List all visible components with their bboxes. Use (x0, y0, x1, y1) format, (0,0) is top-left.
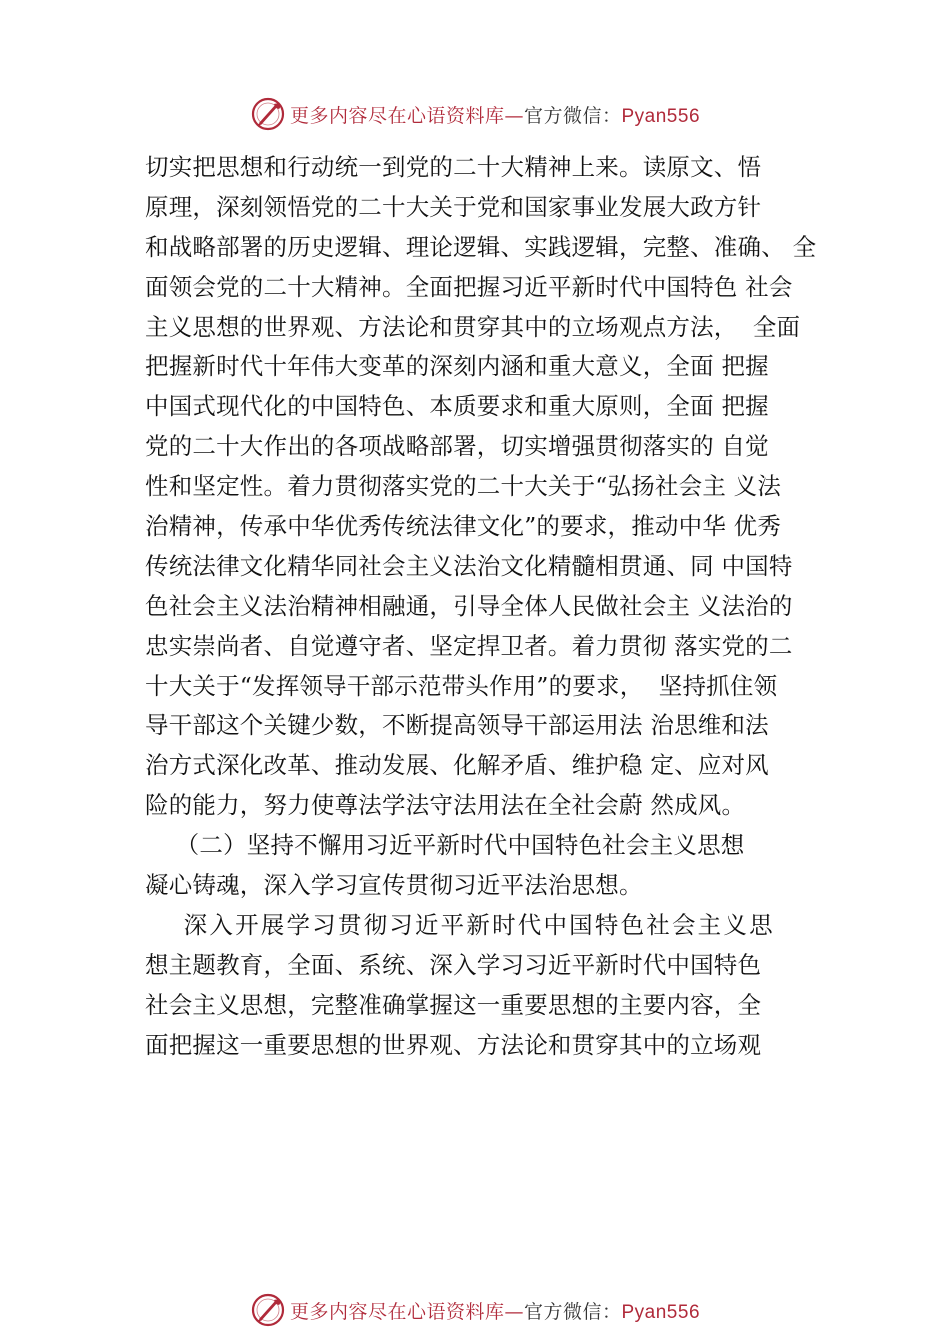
body-line: 治方式深化改革、推动发展、化解矛盾、维护稳 定、应对风 (145, 751, 769, 780)
header-wechat-label: 官方微信： (523, 104, 622, 127)
body-line: 传统法律文化精华同社会主义法治文化精髓相贯通、同 中国特 (145, 551, 793, 580)
body-line: 十大关于“发挥领导干部示范带头作用”的要求， 坚持抓住领 (145, 671, 778, 700)
footer-wechat-id: Pyan556 (621, 1301, 701, 1323)
body-line: 治精神，传承中华优秀传统法律文化”的要求，推动中华 优秀 (145, 512, 782, 541)
body-line: 把握新时代十年伟大变革的深刻内涵和重大意义，全面 把握 (145, 352, 769, 381)
document-body (145, 148, 835, 1065)
body-line: 险的能力，努力使尊法学法守法用法在全社会蔚 然成风。 (145, 791, 746, 820)
body-line: 切实把思想和行动统一到党的二十大精神上来。读原文、悟 (145, 153, 762, 181)
section-heading: 凝心铸魂，深入学习宣传贯彻习近平法治思想。 (145, 871, 643, 900)
body-line: 面把握这一重要思想的世界观、方法论和贯穿其中的立场观 (145, 1030, 762, 1059)
body-line: 导干部这个关键少数，不断提高领导干部运用法 治思维和法 (145, 711, 769, 740)
footer-banner-title: 更多内容尽在心语资料库— (289, 1300, 524, 1323)
header-banner-text (290, 101, 700, 128)
header-banner-title: 更多内容尽在心语资料库— (289, 104, 524, 127)
body-line: 中国式现代化的中国特色、本质要求和重大原则，全面 把握 (145, 392, 769, 421)
footer-banner (0, 1290, 950, 1330)
body-line: 和战略部署的历史逻辑、理论逻辑、实践逻辑，完整、准确、 全 (145, 232, 817, 261)
body-line: 性和坚定性。着力贯彻落实党的二十大关于“弘扬社会主 义法 (145, 472, 782, 501)
body-line: 社会主义思想，完整准确掌握这一重要思想的主要内容，全 (145, 990, 762, 1019)
body-line: 想主题教育，全面、系统、深入学习习近平新时代中国特色 (145, 950, 762, 979)
quill-logo-icon (250, 1292, 286, 1328)
header-wechat-id: Pyan556 (621, 105, 701, 127)
footer-banner-text (290, 1297, 700, 1324)
section-heading: （二）坚持不懈用习近平新时代中国特色社会主义思想 (145, 831, 745, 860)
header-banner (0, 94, 950, 134)
quill-logo-icon (250, 96, 286, 132)
body-line: 原理，深刻领悟党的二十大关于党和国家事业发展大政方针 (145, 192, 762, 221)
footer-wechat-label: 官方微信： (523, 1300, 622, 1323)
body-line: 忠实崇尚者、自觉遵守者、坚定捍卫者。着力贯彻 落实党的二 (145, 631, 793, 660)
body-line: 深入开展学习贯彻习近平新时代中国特色社会主义思 (145, 910, 775, 939)
body-line: 党的二十大作出的各项战略部署，切实增强贯彻落实的 自觉 (145, 432, 769, 461)
body-line: 色社会主义法治精神相融通，引导全体人民做社会主 义法治的 (145, 591, 793, 620)
body-line: 面领会党的二十大精神。全面把握习近平新时代中国特色 社会 (145, 272, 793, 301)
body-line: 主义思想的世界观、方法论和贯穿其中的立场观点方法， 全面 (145, 312, 801, 341)
